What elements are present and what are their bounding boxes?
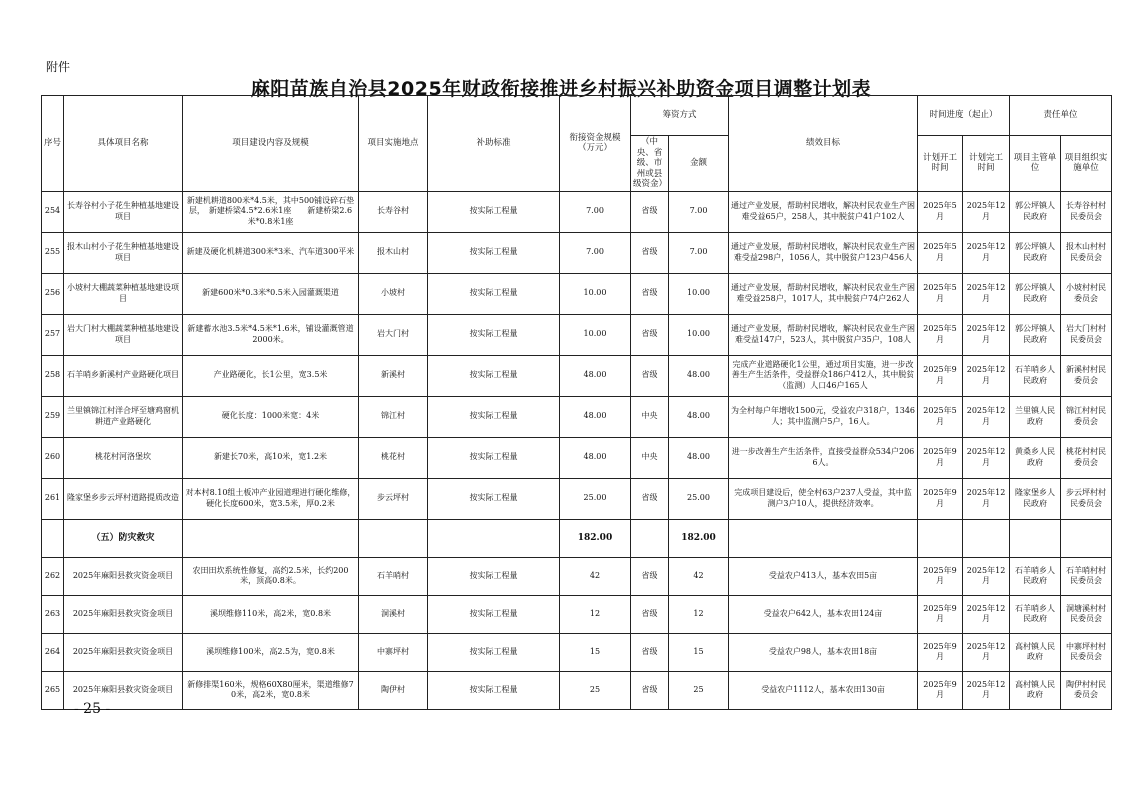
start-time: 2025年9月 bbox=[918, 478, 963, 519]
header-funding-level: （中央、省级、市州或县级资金） bbox=[631, 136, 669, 192]
row-number: 256 bbox=[42, 273, 64, 314]
row-number: 263 bbox=[42, 595, 64, 633]
header-name: 具体项目名称 bbox=[64, 96, 183, 192]
fund-level: 省级 bbox=[631, 557, 669, 595]
table-row bbox=[42, 191, 1112, 232]
end-time: 2025年12月 bbox=[963, 478, 1010, 519]
header-scale: 衔接资金规模（万元） bbox=[560, 96, 631, 192]
project-name: 隆家堡乡步云坪村道路提质改造 bbox=[64, 478, 183, 519]
end-time: 2025年12月 bbox=[963, 557, 1010, 595]
end-time: 2025年12月 bbox=[963, 273, 1010, 314]
subsidy-standard: 按实际工程量 bbox=[428, 671, 560, 709]
header-start: 计划开工时间 bbox=[918, 136, 963, 192]
implementing-unit: 锦江村村民委员会 bbox=[1061, 396, 1112, 437]
row-number: 258 bbox=[42, 355, 64, 396]
subsidy-standard: 按实际工程量 bbox=[428, 273, 560, 314]
fund-amount: 25 bbox=[669, 671, 729, 709]
implementing-unit: 洞塘溪村村民委员会 bbox=[1061, 595, 1112, 633]
row-number: 265 bbox=[42, 671, 64, 709]
project-content: 新修排渠160米，规格60X80厘米，渠道维修70米，高2米，宽0.8米 bbox=[183, 671, 359, 709]
implementing-unit: 岩大门村村民委员会 bbox=[1061, 314, 1112, 355]
performance-goal: 进一步改善生产生活条件，直接受益群众534户2066人。 bbox=[729, 437, 918, 478]
project-location: 锦江村 bbox=[359, 396, 428, 437]
start-time: 2025年5月 bbox=[918, 396, 963, 437]
performance-goal: 通过产业发展，帮助村民增收，解决村民农业生产困难受益65户，258人，其中脱贫户41户102人 bbox=[729, 191, 918, 232]
fund-scale: 48.00 bbox=[560, 396, 631, 437]
project-name: 长寿谷村小子花生种植基地建设项目 bbox=[64, 191, 183, 232]
row-number: 257 bbox=[42, 314, 64, 355]
subsidy-standard: 按实际工程量 bbox=[428, 232, 560, 273]
performance-goal: 完成产业道路硬化1公里，通过项目实施，进一步改善生产生活条件，受益群众186户412人，其中脱贫（监测）人口46户165人 bbox=[729, 355, 918, 396]
fund-level: 省级 bbox=[631, 273, 669, 314]
subsidy-standard: 按实际工程量 bbox=[428, 396, 560, 437]
project-content: 新建及硬化机耕道300米*3米、汽车道300平米 bbox=[183, 232, 359, 273]
implementing-unit: 陶伊村村民委员会 bbox=[1061, 671, 1112, 709]
start-time: 2025年5月 bbox=[918, 232, 963, 273]
project-name: 2025年麻阳县救灾资金项目 bbox=[64, 557, 183, 595]
performance-goal: 受益农户413人，基本农田5亩 bbox=[729, 557, 918, 595]
header-resp-impl: 项目组织实施单位 bbox=[1061, 136, 1112, 192]
end-time: 2025年12月 bbox=[963, 595, 1010, 633]
supervising-unit: 高村镇人民政府 bbox=[1010, 633, 1061, 671]
start-time: 2025年9月 bbox=[918, 633, 963, 671]
fund-level: 省级 bbox=[631, 671, 669, 709]
page-title: 麻阳苗族自治县2025年财政衔接推进乡村振兴补助资金项目调整计划表 bbox=[250, 78, 872, 100]
performance-goal: 受益农户1112人，基本农田130亩 bbox=[729, 671, 918, 709]
performance-goal: 完成项目建设后，使全村63户237人受益，其中监测户3户10人，提供经济效率。 bbox=[729, 478, 918, 519]
fund-scale: 15 bbox=[560, 633, 631, 671]
fund-level: 中央 bbox=[631, 437, 669, 478]
supervising-unit: 郭公坪镇人民政府 bbox=[1010, 191, 1061, 232]
end-time: 2025年12月 bbox=[963, 191, 1010, 232]
project-location: 石羊哨村 bbox=[359, 557, 428, 595]
fund-amount: 7.00 bbox=[669, 232, 729, 273]
project-location: 新溪村 bbox=[359, 355, 428, 396]
table-row bbox=[42, 273, 1112, 314]
project-content: 新建600米*0.3米*0.5米入园灌溉渠道 bbox=[183, 273, 359, 314]
implementing-unit: 桃花村村民委员会 bbox=[1061, 437, 1112, 478]
supervising-unit: 高村镇人民政府 bbox=[1010, 671, 1061, 709]
fund-level: 省级 bbox=[631, 191, 669, 232]
subsidy-standard: 按实际工程量 bbox=[428, 191, 560, 232]
table-row bbox=[42, 595, 1112, 633]
end-time: 2025年12月 bbox=[963, 633, 1010, 671]
fund-scale: 12 bbox=[560, 595, 631, 633]
project-name: 石羊哨乡新溪村产业路硬化项目 bbox=[64, 355, 183, 396]
row-number: 261 bbox=[42, 478, 64, 519]
fund-amount: 48.00 bbox=[669, 355, 729, 396]
subsidy-standard: 按实际工程量 bbox=[428, 595, 560, 633]
implementing-unit: 长寿谷村村民委员会 bbox=[1061, 191, 1112, 232]
implementing-unit: 报木山村村民委员会 bbox=[1061, 232, 1112, 273]
row-number: 262 bbox=[42, 557, 64, 595]
section-label: （五）防灾救灾 bbox=[64, 519, 183, 557]
implementing-unit: 中寨坪村村民委员会 bbox=[1061, 633, 1112, 671]
supervising-unit: 隆家堡乡人民政府 bbox=[1010, 478, 1061, 519]
fund-level: 省级 bbox=[631, 355, 669, 396]
project-name: 小坡村大棚蔬菜种植基地建设项目 bbox=[64, 273, 183, 314]
project-location: 报木山村 bbox=[359, 232, 428, 273]
table-row bbox=[42, 396, 1112, 437]
fund-amount: 42 bbox=[669, 557, 729, 595]
fund-amount: 48.00 bbox=[669, 396, 729, 437]
implementing-unit: 新溪村村民委员会 bbox=[1061, 355, 1112, 396]
fund-scale: 10.00 bbox=[560, 314, 631, 355]
table-row bbox=[42, 355, 1112, 396]
project-content: 农田田坎系统性修复，高约2.5米，长约200米，顶高0.8米。 bbox=[183, 557, 359, 595]
supervising-unit: 兰里镇人民政府 bbox=[1010, 396, 1061, 437]
table-row bbox=[42, 232, 1112, 273]
project-location: 桃花村 bbox=[359, 437, 428, 478]
fund-amount: 10.00 bbox=[669, 273, 729, 314]
header-end: 计划完工时间 bbox=[963, 136, 1010, 192]
project-content: 新建机耕道800米*4.5米，其中500铺设碎石垫层， 新建桥梁4.5*2.6米1座 新建桥梁2.6米*0.8米1座 bbox=[183, 191, 359, 232]
end-time: 2025年12月 bbox=[963, 355, 1010, 396]
table-row bbox=[42, 437, 1112, 478]
performance-goal: 受益农户98人，基本农田18亩 bbox=[729, 633, 918, 671]
supervising-unit: 石羊哨乡人民政府 bbox=[1010, 557, 1061, 595]
subsidy-standard: 按实际工程量 bbox=[428, 314, 560, 355]
project-location: 中寨坪村 bbox=[359, 633, 428, 671]
end-time: 2025年12月 bbox=[963, 671, 1010, 709]
header-funding-amount: 金额 bbox=[669, 136, 729, 192]
project-content: 对本村8.10组土板冲产业园道理进行硬化维修，硬化长度600米，宽3.5米，厚0.2米 bbox=[183, 478, 359, 519]
implementing-unit: 小坡村村民委员会 bbox=[1061, 273, 1112, 314]
performance-goal: 通过产业发展，帮助村民增收，解决村民农业生产困难受益258户，1017人，其中脱贫户74户262人 bbox=[729, 273, 918, 314]
header-goal: 绩效目标 bbox=[729, 96, 918, 192]
implementing-unit: 步云坪村村民委员会 bbox=[1061, 478, 1112, 519]
start-time: 2025年9月 bbox=[918, 671, 963, 709]
project-content: 新建长70米，高10米，宽1.2米 bbox=[183, 437, 359, 478]
performance-goal: 通过产业发展，帮助村民增收，解决村民农业生产困难受益298户，1056人，其中脱贫户123户456人 bbox=[729, 232, 918, 273]
fund-scale: 7.00 bbox=[560, 232, 631, 273]
fund-amount: 10.00 bbox=[669, 314, 729, 355]
implementing-unit: 石羊哨村村民委员会 bbox=[1061, 557, 1112, 595]
header-standard: 补助标准 bbox=[428, 96, 560, 192]
project-location: 洞溪村 bbox=[359, 595, 428, 633]
header-location: 项目实施地点 bbox=[359, 96, 428, 192]
supervising-unit: 郭公坪镇人民政府 bbox=[1010, 232, 1061, 273]
start-time: 2025年9月 bbox=[918, 595, 963, 633]
project-name: 2025年麻阳县救灾资金项目 bbox=[64, 633, 183, 671]
performance-goal: 受益农户642人，基本农田124亩 bbox=[729, 595, 918, 633]
page-number: - 25 - bbox=[74, 701, 111, 717]
fund-scale: 25 bbox=[560, 671, 631, 709]
annex-label: 附件 bbox=[46, 60, 71, 74]
section-scale: 182.00 bbox=[560, 519, 631, 557]
start-time: 2025年5月 bbox=[918, 314, 963, 355]
fund-amount: 7.00 bbox=[669, 191, 729, 232]
subsidy-standard: 按实际工程量 bbox=[428, 437, 560, 478]
row-number: 254 bbox=[42, 191, 64, 232]
fund-level: 省级 bbox=[631, 595, 669, 633]
project-content: 产业路硬化，长1公里，宽3.5米 bbox=[183, 355, 359, 396]
fund-level: 省级 bbox=[631, 232, 669, 273]
project-content: 新建蓄水池3.5米*4.5米*1.6米，铺设灌溉管道2000米。 bbox=[183, 314, 359, 355]
fund-amount: 15 bbox=[669, 633, 729, 671]
header-resp: 责任单位 bbox=[1010, 96, 1112, 136]
supervising-unit: 郭公坪镇人民政府 bbox=[1010, 314, 1061, 355]
row-number: 255 bbox=[42, 232, 64, 273]
project-location: 长寿谷村 bbox=[359, 191, 428, 232]
fund-level: 省级 bbox=[631, 478, 669, 519]
project-name: 2025年麻阳县救灾资金项目 bbox=[64, 595, 183, 633]
start-time: 2025年5月 bbox=[918, 191, 963, 232]
end-time: 2025年12月 bbox=[963, 232, 1010, 273]
performance-goal: 为全村每户年增收1500元，受益农户318户，1346人；其中监测户5户，16人。 bbox=[729, 396, 918, 437]
start-time: 2025年9月 bbox=[918, 355, 963, 396]
header-seq: 序号 bbox=[42, 96, 64, 192]
project-content: 溪坝维修100米，高2.5为，宽0.8米 bbox=[183, 633, 359, 671]
table-row bbox=[42, 314, 1112, 355]
supervising-unit: 石羊哨乡人民政府 bbox=[1010, 595, 1061, 633]
subsidy-standard: 按实际工程量 bbox=[428, 633, 560, 671]
start-time: 2025年9月 bbox=[918, 557, 963, 595]
project-location: 小坡村 bbox=[359, 273, 428, 314]
start-time: 2025年5月 bbox=[918, 273, 963, 314]
project-name: 兰里镇锦江村洋合坪至塘鸡窗机耕道产业路硬化 bbox=[64, 396, 183, 437]
supervising-unit: 黄桑乡人民政府 bbox=[1010, 437, 1061, 478]
supervising-unit: 石羊哨乡人民政府 bbox=[1010, 355, 1061, 396]
fund-scale: 10.00 bbox=[560, 273, 631, 314]
fund-scale: 48.00 bbox=[560, 355, 631, 396]
header-content: 项目建设内容及规模 bbox=[183, 96, 359, 192]
project-name: 岩大门村大棚蔬菜种植基地建设项目 bbox=[64, 314, 183, 355]
header-resp-main: 项目主管单位 bbox=[1010, 136, 1061, 192]
project-name: 2025年麻阳县救灾资金项目 bbox=[64, 671, 183, 709]
fund-scale: 7.00 bbox=[560, 191, 631, 232]
fund-amount: 25.00 bbox=[669, 478, 729, 519]
fund-level: 省级 bbox=[631, 314, 669, 355]
project-content: 硬化长度：1000米宽：4米 bbox=[183, 396, 359, 437]
subsidy-standard: 按实际工程量 bbox=[428, 557, 560, 595]
table-row bbox=[42, 633, 1112, 671]
project-content: 溪坝维修110米，高2米，宽0.8米 bbox=[183, 595, 359, 633]
subsidy-standard: 按实际工程量 bbox=[428, 478, 560, 519]
fund-level: 中央 bbox=[631, 396, 669, 437]
header-funding: 筹资方式 bbox=[631, 96, 729, 136]
section-amount: 182.00 bbox=[669, 519, 729, 557]
supervising-unit: 郭公坪镇人民政府 bbox=[1010, 273, 1061, 314]
project-name: 报木山村小子花生种植基地建设项目 bbox=[64, 232, 183, 273]
row-number: 264 bbox=[42, 633, 64, 671]
project-location: 陶伊村 bbox=[359, 671, 428, 709]
fund-level: 省级 bbox=[631, 633, 669, 671]
end-time: 2025年12月 bbox=[963, 314, 1010, 355]
project-location: 岩大门村 bbox=[359, 314, 428, 355]
row-number: 259 bbox=[42, 396, 64, 437]
header-time: 时间进度（起止） bbox=[918, 96, 1010, 136]
fund-scale: 48.00 bbox=[560, 437, 631, 478]
subsidy-standard: 按实际工程量 bbox=[428, 355, 560, 396]
fund-amount: 48.00 bbox=[669, 437, 729, 478]
row-number: 260 bbox=[42, 437, 64, 478]
project-name: 桃花村河洛堡坎 bbox=[64, 437, 183, 478]
table-row bbox=[42, 478, 1112, 519]
section-row bbox=[42, 519, 1112, 557]
end-time: 2025年12月 bbox=[963, 437, 1010, 478]
table-row bbox=[42, 671, 1112, 709]
start-time: 2025年9月 bbox=[918, 437, 963, 478]
performance-goal: 通过产业发展，帮助村民增收，解决村民农业生产困难受益147户，523人，其中脱贫户35户，108人 bbox=[729, 314, 918, 355]
fund-amount: 12 bbox=[669, 595, 729, 633]
fund-scale: 42 bbox=[560, 557, 631, 595]
end-time: 2025年12月 bbox=[963, 396, 1010, 437]
project-table bbox=[41, 95, 1112, 710]
table-row bbox=[42, 557, 1112, 595]
fund-scale: 25.00 bbox=[560, 478, 631, 519]
project-location: 步云坪村 bbox=[359, 478, 428, 519]
